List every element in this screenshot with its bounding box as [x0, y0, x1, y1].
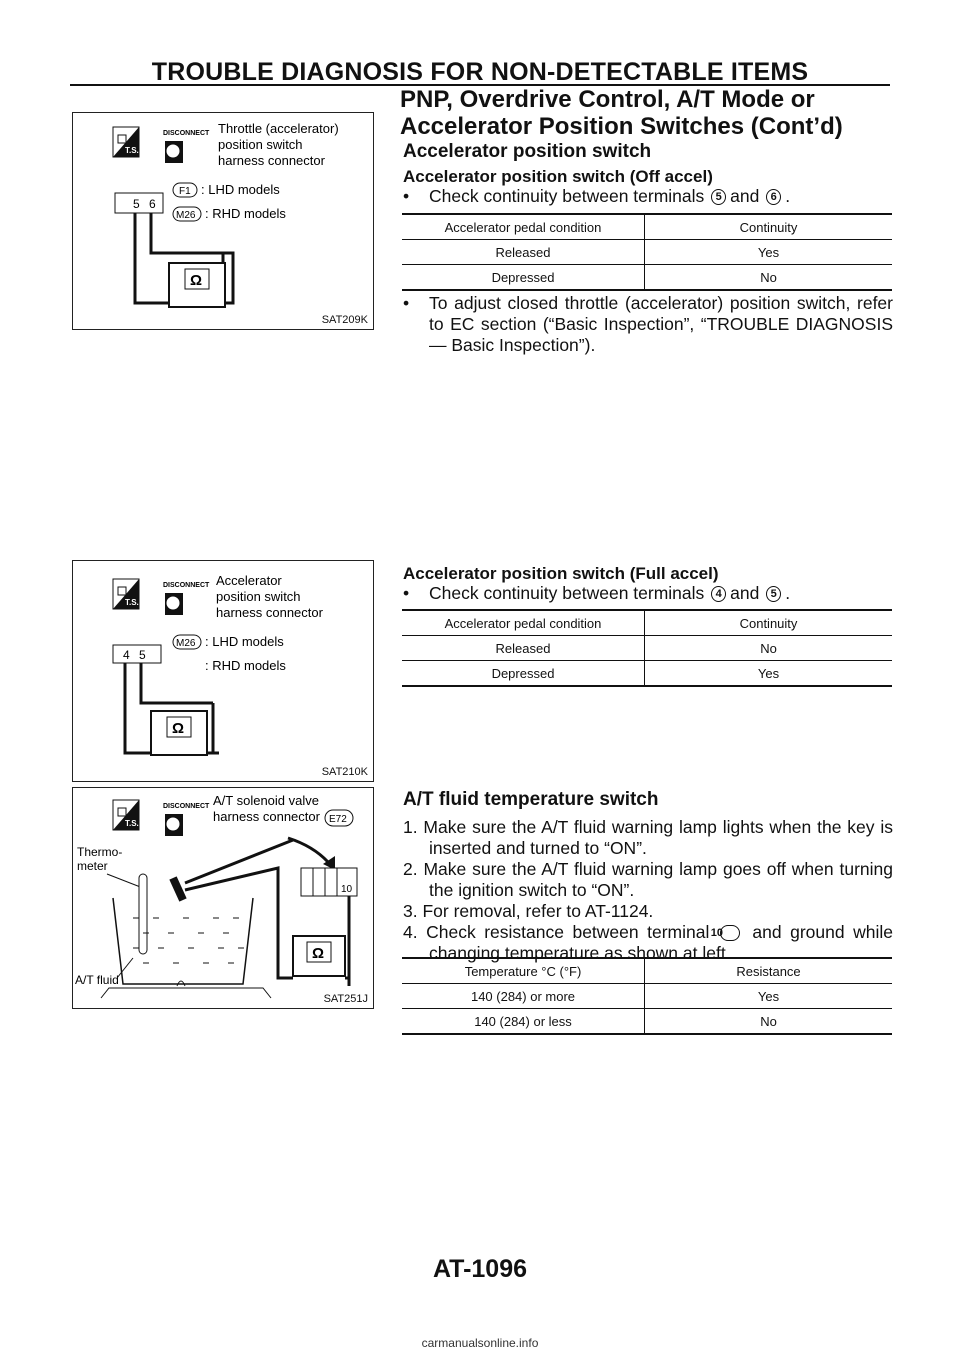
svg-text:Ω: Ω [172, 720, 185, 737]
svg-text:M26: M26 [176, 638, 196, 649]
instruction-full-accel: • Check continuity between terminals 4 and 5 . [403, 583, 791, 603]
step-item: 1. Make sure the A/T fluid warning lamp lights when the key is inserted and turned to “ON”. [403, 817, 893, 858]
throttle-switch-diagram [73, 113, 373, 329]
continuity-table-full-accel: Accelerator pedal condition Continuity Released No Depressed Yes [402, 609, 892, 687]
svg-text:DISCONNECT: DISCONNECT [163, 803, 210, 810]
svg-text:Accelerator: Accelerator [216, 573, 282, 588]
terminal-badge: 6 [766, 189, 781, 205]
svg-text:harness connector: harness connector [213, 809, 320, 824]
svg-text:harness connector: harness connector [218, 153, 325, 168]
section-heading-fluid-temp: A/T fluid temperature switch [403, 789, 659, 810]
svg-text:10: 10 [341, 884, 353, 895]
svg-text:: LHD models: : LHD models [205, 634, 284, 649]
svg-text:M26: M26 [176, 210, 196, 221]
fluid-temp-switch-diagram [73, 788, 373, 1008]
terminal-badge: 10 [720, 925, 740, 941]
svg-text:Ω: Ω [190, 272, 203, 289]
terminal-badge: 4 [711, 586, 726, 602]
svg-text:Thermo-: Thermo- [77, 845, 123, 859]
instruction-off-accel: • Check continuity between terminals 5 and 6 . [403, 186, 791, 206]
figure-caption: SAT251J [323, 993, 368, 1005]
step-item: 3. For removal, refer to AT-1124. [403, 901, 654, 921]
svg-text:meter: meter [77, 859, 108, 873]
bullet: • [403, 583, 410, 603]
svg-text:A/T fluid: A/T fluid [75, 973, 119, 987]
svg-text:DISCONNECT: DISCONNECT [163, 130, 210, 137]
figure-caption: SAT209K [321, 314, 368, 326]
page-title-line2: Accelerator Position Switches (Cont’d) [400, 113, 843, 140]
page-title-line1: PNP, Overdrive Control, A/T Mode or [400, 86, 815, 113]
figure-sat210k [72, 560, 374, 782]
step-item: 4. Check resistance between terminal 10 and ground while changing temperature as shown at left. [403, 922, 893, 963]
svg-text:Ω: Ω [312, 945, 325, 962]
svg-text:: RHD models: : RHD models [205, 206, 286, 221]
svg-text:position switch: position switch [218, 137, 303, 152]
svg-text:5: 5 [133, 197, 140, 211]
svg-text:6: 6 [149, 197, 156, 211]
step-item: 2. Make sure the A/T fluid warning lamp goes off when turning the ignition switch to “ON”. [403, 859, 893, 900]
resistance-table: Temperature °C (°F) Resistance 140 (284) or more Yes 140 (284) or less No [402, 957, 892, 1035]
section-heading-accel-switch: Accelerator position switch [403, 141, 652, 162]
accelerator-switch-diagram [73, 561, 373, 781]
procedure-steps [403, 817, 893, 964]
section-header: TROUBLE DIAGNOSIS FOR NON-DETECTABLE ITEMS [151, 58, 809, 86]
svg-text:Throttle (accelerator): Throttle (accelerator) [218, 121, 339, 136]
svg-text:T.S.: T.S. [125, 819, 139, 828]
watermark: carmanualsonline.info [421, 1336, 539, 1350]
figure-caption: SAT210K [321, 766, 368, 778]
svg-text:5: 5 [139, 648, 146, 662]
figure-sat209k [72, 112, 374, 330]
figure-sat251j [72, 787, 374, 1009]
page-number: AT-1096 [432, 1255, 528, 1283]
terminal-badge: 5 [766, 586, 781, 602]
svg-text:harness connector: harness connector [216, 605, 323, 620]
svg-text:: LHD models: : LHD models [201, 182, 280, 197]
note-adjust-switch: • To adjust closed throttle (accelerator) position switch, refer to EC section (“Basic Inspection”, “TROUBLE DIAGNOSIS — Basic Inspection”). [403, 293, 893, 355]
svg-text:T.S.: T.S. [125, 598, 139, 607]
svg-text:A/T solenoid valve: A/T solenoid valve [213, 793, 319, 808]
subheading-full-accel: Accelerator position switch (Full accel) [403, 564, 719, 583]
svg-text:T.S.: T.S. [125, 146, 139, 155]
bullet: • [403, 186, 410, 206]
svg-text:DISCONNECT: DISCONNECT [163, 582, 210, 589]
svg-text:: RHD models: : RHD models [205, 658, 286, 673]
svg-text:4: 4 [123, 648, 130, 662]
svg-text:E72: E72 [329, 814, 347, 825]
svg-text:F1: F1 [179, 186, 191, 197]
terminal-badge: 5 [711, 189, 726, 205]
subheading-off-accel: Accelerator position switch (Off accel) [403, 167, 713, 186]
continuity-table-off-accel: Accelerator pedal condition Continuity Released Yes Depressed No [402, 213, 892, 291]
svg-text:position switch: position switch [216, 589, 301, 604]
